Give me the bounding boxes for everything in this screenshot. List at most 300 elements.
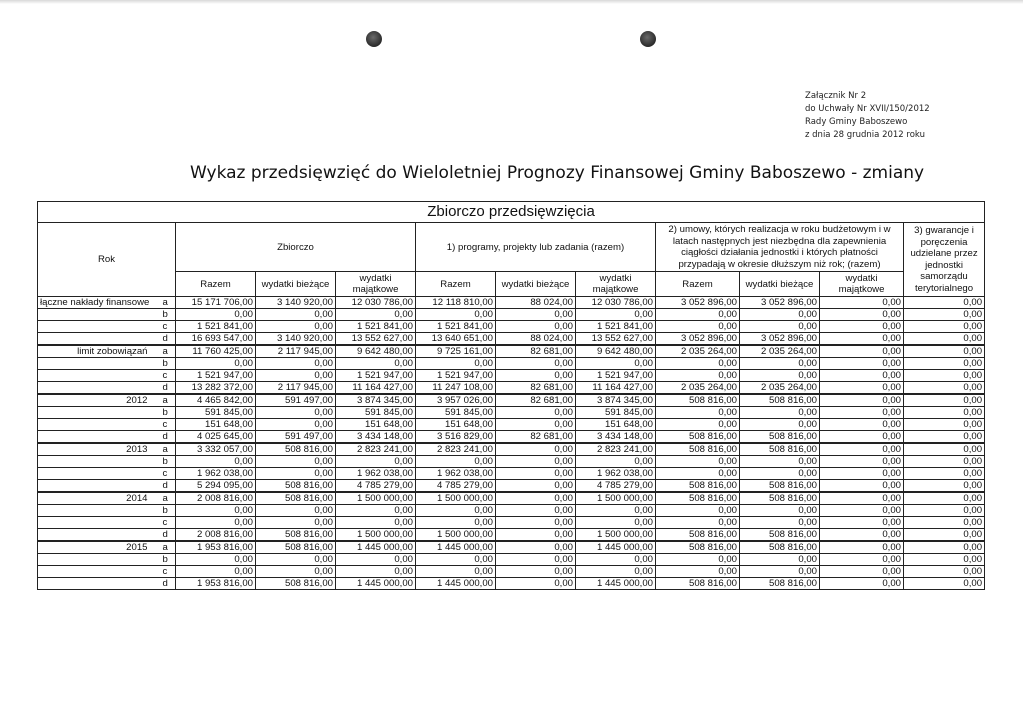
- value-cell: 508 816,00: [256, 541, 336, 554]
- value-cell: 4 465 842,00: [176, 394, 256, 407]
- row-group-label: [38, 309, 160, 321]
- value-cell: 1 521 841,00: [576, 321, 656, 333]
- value-cell: 508 816,00: [256, 480, 336, 493]
- value-cell: 0,00: [496, 578, 576, 590]
- value-cell: 4 785 279,00: [336, 480, 416, 493]
- row-group-label: 2012: [38, 394, 160, 407]
- value-cell: 151 648,00: [416, 419, 496, 431]
- value-cell: 0,00: [820, 517, 904, 529]
- value-cell: 3 332 057,00: [176, 443, 256, 456]
- row-letter: d: [160, 578, 176, 590]
- value-cell: 0,00: [904, 505, 985, 517]
- value-cell: 0,00: [820, 566, 904, 578]
- table-row: [38, 431, 985, 444]
- value-cell: 0,00: [820, 578, 904, 590]
- value-cell: 0,00: [176, 505, 256, 517]
- row-group-label: [38, 566, 160, 578]
- row-letter: c: [160, 468, 176, 480]
- value-cell: 508 816,00: [256, 443, 336, 456]
- value-cell: 4 785 279,00: [416, 480, 496, 493]
- value-cell: 3 140 920,00: [256, 297, 336, 309]
- value-cell: 0,00: [904, 407, 985, 419]
- value-cell: 2 823 241,00: [576, 443, 656, 456]
- value-cell: 2 035 264,00: [740, 382, 820, 395]
- row-group-label: [38, 431, 160, 444]
- value-cell: 508 816,00: [740, 443, 820, 456]
- row-letter: d: [160, 333, 176, 346]
- value-cell: 0,00: [904, 431, 985, 444]
- value-cell: 0,00: [820, 358, 904, 370]
- table-row: [38, 407, 985, 419]
- value-cell: 0,00: [904, 333, 985, 346]
- value-cell: 82 681,00: [496, 382, 576, 395]
- value-cell: 0,00: [496, 443, 576, 456]
- header-group-3: 3) gwarancje i poręczenia udzielane przez jednostki samorządu terytorialnego: [904, 223, 985, 297]
- value-cell: 0,00: [820, 492, 904, 505]
- value-cell: 508 816,00: [740, 480, 820, 493]
- value-cell: 0,00: [496, 321, 576, 333]
- header-group-1: 1) programy, projekty lub zadania (razem): [416, 223, 656, 272]
- value-cell: 508 816,00: [740, 431, 820, 444]
- value-cell: 508 816,00: [256, 529, 336, 542]
- value-cell: 0,00: [576, 358, 656, 370]
- value-cell: 0,00: [576, 309, 656, 321]
- value-cell: 0,00: [656, 309, 740, 321]
- value-cell: 82 681,00: [496, 394, 576, 407]
- value-cell: 0,00: [576, 554, 656, 566]
- row-group-label: [38, 370, 160, 382]
- value-cell: 11 247 108,00: [416, 382, 496, 395]
- attachment-line: do Uchwały Nr XVII/150/2012: [805, 104, 930, 114]
- header-majatkowe: wydatki majątkowe: [820, 272, 904, 297]
- value-cell: 0,00: [256, 309, 336, 321]
- value-cell: 0,00: [176, 358, 256, 370]
- value-cell: 591 845,00: [176, 407, 256, 419]
- punch-hole-left: [366, 31, 382, 47]
- value-cell: 1 500 000,00: [336, 492, 416, 505]
- value-cell: 0,00: [496, 566, 576, 578]
- value-cell: 0,00: [416, 309, 496, 321]
- value-cell: 9 725 161,00: [416, 345, 496, 358]
- value-cell: 3 874 345,00: [336, 394, 416, 407]
- table-row: [38, 370, 985, 382]
- value-cell: 508 816,00: [740, 394, 820, 407]
- value-cell: 0,00: [740, 566, 820, 578]
- value-cell: 2 117 945,00: [256, 382, 336, 395]
- row-letter: c: [160, 370, 176, 382]
- value-cell: 0,00: [256, 456, 336, 468]
- value-cell: 591 497,00: [256, 394, 336, 407]
- row-letter: b: [160, 407, 176, 419]
- value-cell: 0,00: [496, 419, 576, 431]
- table-row: [38, 541, 985, 554]
- punch-hole-right: [640, 31, 656, 47]
- value-cell: 508 816,00: [656, 541, 740, 554]
- table-row: [38, 419, 985, 431]
- value-cell: 0,00: [256, 566, 336, 578]
- row-group-label: [38, 529, 160, 542]
- projects-table: [37, 201, 985, 590]
- value-cell: 0,00: [256, 321, 336, 333]
- row-group-label: [38, 505, 160, 517]
- value-cell: 1 521 947,00: [176, 370, 256, 382]
- table-row: [38, 297, 985, 309]
- table-row: [38, 456, 985, 468]
- value-cell: 3 052 896,00: [656, 297, 740, 309]
- value-cell: 0,00: [820, 309, 904, 321]
- value-cell: 0,00: [904, 297, 985, 309]
- value-cell: 0,00: [820, 345, 904, 358]
- value-cell: 0,00: [176, 309, 256, 321]
- value-cell: 0,00: [820, 456, 904, 468]
- value-cell: 1 445 000,00: [416, 578, 496, 590]
- value-cell: 591 845,00: [336, 407, 416, 419]
- row-letter: b: [160, 309, 176, 321]
- value-cell: 88 024,00: [496, 297, 576, 309]
- value-cell: 508 816,00: [656, 492, 740, 505]
- row-group-label: [38, 382, 160, 395]
- value-cell: 9 642 480,00: [576, 345, 656, 358]
- value-cell: 0,00: [820, 529, 904, 542]
- value-cell: 0,00: [176, 517, 256, 529]
- value-cell: 0,00: [820, 541, 904, 554]
- value-cell: 0,00: [496, 456, 576, 468]
- value-cell: 0,00: [256, 554, 336, 566]
- value-cell: 508 816,00: [740, 492, 820, 505]
- row-letter: b: [160, 505, 176, 517]
- value-cell: 0,00: [656, 468, 740, 480]
- value-cell: 0,00: [176, 554, 256, 566]
- value-cell: 0,00: [496, 480, 576, 493]
- value-cell: 0,00: [656, 358, 740, 370]
- value-cell: 0,00: [656, 370, 740, 382]
- row-group-label: [38, 407, 160, 419]
- value-cell: 508 816,00: [740, 529, 820, 542]
- header-razem: Razem: [176, 272, 256, 297]
- value-cell: 0,00: [740, 321, 820, 333]
- attachment-note: [805, 90, 930, 142]
- value-cell: 0,00: [820, 505, 904, 517]
- value-cell: 0,00: [256, 517, 336, 529]
- value-cell: 0,00: [740, 468, 820, 480]
- value-cell: 0,00: [820, 419, 904, 431]
- row-letter: b: [160, 554, 176, 566]
- attachment-line: Załącznik Nr 2: [805, 91, 867, 101]
- value-cell: 1 445 000,00: [336, 578, 416, 590]
- value-cell: 3 874 345,00: [576, 394, 656, 407]
- value-cell: 3 052 896,00: [740, 297, 820, 309]
- value-cell: 0,00: [336, 566, 416, 578]
- row-letter: a: [160, 394, 176, 407]
- value-cell: 591 497,00: [256, 431, 336, 444]
- value-cell: 2 117 945,00: [256, 345, 336, 358]
- value-cell: 0,00: [496, 492, 576, 505]
- value-cell: 82 681,00: [496, 431, 576, 444]
- value-cell: 508 816,00: [740, 578, 820, 590]
- value-cell: 9 642 480,00: [336, 345, 416, 358]
- value-cell: 12 030 786,00: [576, 297, 656, 309]
- row-letter: a: [160, 297, 176, 309]
- value-cell: 11 760 425,00: [176, 345, 256, 358]
- value-cell: 0,00: [820, 321, 904, 333]
- value-cell: 0,00: [656, 517, 740, 529]
- table-row: [38, 321, 985, 333]
- value-cell: 0,00: [904, 554, 985, 566]
- row-group-label: [38, 456, 160, 468]
- value-cell: 0,00: [256, 419, 336, 431]
- value-cell: 508 816,00: [656, 529, 740, 542]
- value-cell: 0,00: [656, 407, 740, 419]
- value-cell: 3 140 920,00: [256, 333, 336, 346]
- row-group-label: [38, 468, 160, 480]
- row-letter: c: [160, 517, 176, 529]
- value-cell: 0,00: [416, 517, 496, 529]
- value-cell: 0,00: [336, 505, 416, 517]
- row-letter: a: [160, 541, 176, 554]
- table-row: [38, 480, 985, 493]
- value-cell: 508 816,00: [656, 443, 740, 456]
- value-cell: 0,00: [576, 517, 656, 529]
- value-cell: 0,00: [656, 566, 740, 578]
- value-cell: 0,00: [496, 468, 576, 480]
- table-row: [38, 309, 985, 321]
- row-group-label: [38, 554, 160, 566]
- value-cell: 1 445 000,00: [336, 541, 416, 554]
- table-row: [38, 382, 985, 395]
- value-cell: 0,00: [740, 358, 820, 370]
- value-cell: 591 845,00: [576, 407, 656, 419]
- row-letter: d: [160, 382, 176, 395]
- value-cell: 1 962 038,00: [416, 468, 496, 480]
- value-cell: 0,00: [256, 407, 336, 419]
- value-cell: 0,00: [904, 529, 985, 542]
- row-letter: d: [160, 480, 176, 493]
- value-cell: 13 552 627,00: [336, 333, 416, 346]
- value-cell: 1 962 038,00: [576, 468, 656, 480]
- header-razem: Razem: [656, 272, 740, 297]
- value-cell: 508 816,00: [256, 578, 336, 590]
- value-cell: 3 434 148,00: [336, 431, 416, 444]
- scan-edge: [0, 0, 1023, 4]
- value-cell: 0,00: [656, 419, 740, 431]
- value-cell: 0,00: [904, 456, 985, 468]
- value-cell: 0,00: [740, 456, 820, 468]
- table-row: [38, 566, 985, 578]
- value-cell: 0,00: [904, 382, 985, 395]
- value-cell: 0,00: [740, 407, 820, 419]
- value-cell: 0,00: [176, 566, 256, 578]
- value-cell: 0,00: [820, 333, 904, 346]
- value-cell: 0,00: [416, 358, 496, 370]
- value-cell: 0,00: [904, 345, 985, 358]
- value-cell: 0,00: [820, 431, 904, 444]
- value-cell: 2 035 264,00: [656, 382, 740, 395]
- value-cell: 3 434 148,00: [576, 431, 656, 444]
- value-cell: 0,00: [820, 407, 904, 419]
- row-group-label: [38, 480, 160, 493]
- value-cell: 0,00: [904, 443, 985, 456]
- value-cell: 4 025 645,00: [176, 431, 256, 444]
- value-cell: 0,00: [820, 554, 904, 566]
- value-cell: 0,00: [904, 492, 985, 505]
- value-cell: 82 681,00: [496, 345, 576, 358]
- table-body: [38, 297, 985, 590]
- value-cell: 0,00: [820, 382, 904, 395]
- value-cell: 13 282 372,00: [176, 382, 256, 395]
- value-cell: 1 521 947,00: [576, 370, 656, 382]
- value-cell: 1 953 816,00: [176, 541, 256, 554]
- value-cell: 0,00: [904, 517, 985, 529]
- header-biezace: wydatki bieżące: [496, 272, 576, 297]
- value-cell: 0,00: [904, 394, 985, 407]
- row-group-label: łączne nakłady finansowe: [38, 297, 160, 309]
- row-letter: a: [160, 345, 176, 358]
- row-group-label: [38, 321, 160, 333]
- value-cell: 2 823 241,00: [416, 443, 496, 456]
- value-cell: 3 052 896,00: [740, 333, 820, 346]
- header-majatkowe: wydatki majątkowe: [336, 272, 416, 297]
- value-cell: 0,00: [416, 566, 496, 578]
- value-cell: 0,00: [904, 370, 985, 382]
- value-cell: 0,00: [496, 370, 576, 382]
- value-cell: 0,00: [496, 517, 576, 529]
- value-cell: 0,00: [416, 505, 496, 517]
- value-cell: 0,00: [256, 370, 336, 382]
- value-cell: 0,00: [416, 554, 496, 566]
- value-cell: 0,00: [416, 456, 496, 468]
- value-cell: 0,00: [904, 578, 985, 590]
- table-row: [38, 333, 985, 346]
- value-cell: 1 521 841,00: [416, 321, 496, 333]
- row-group-label: [38, 333, 160, 346]
- value-cell: 1 953 816,00: [176, 578, 256, 590]
- value-cell: 1 521 841,00: [336, 321, 416, 333]
- value-cell: 0,00: [576, 566, 656, 578]
- value-cell: 508 816,00: [656, 431, 740, 444]
- value-cell: 1 521 947,00: [416, 370, 496, 382]
- value-cell: 0,00: [820, 468, 904, 480]
- value-cell: 0,00: [656, 505, 740, 517]
- row-group-label: [38, 517, 160, 529]
- row-letter: a: [160, 492, 176, 505]
- value-cell: 1 500 000,00: [576, 529, 656, 542]
- document-title: Wykaz przedsięwzięć do Wieloletniej Prognozy Finansowej Gminy Baboszewo - zmiany: [190, 163, 925, 183]
- value-cell: 508 816,00: [256, 492, 336, 505]
- value-cell: 0,00: [656, 321, 740, 333]
- header-biezace: wydatki bieżące: [256, 272, 336, 297]
- value-cell: 0,00: [904, 309, 985, 321]
- row-group-label: [38, 578, 160, 590]
- value-cell: 0,00: [496, 309, 576, 321]
- value-cell: 508 816,00: [740, 541, 820, 554]
- value-cell: 151 648,00: [576, 419, 656, 431]
- value-cell: 591 845,00: [416, 407, 496, 419]
- row-group-label: 2014: [38, 492, 160, 505]
- value-cell: 1 445 000,00: [576, 578, 656, 590]
- value-cell: 508 816,00: [656, 480, 740, 493]
- value-cell: 2 008 816,00: [176, 492, 256, 505]
- value-cell: 508 816,00: [656, 578, 740, 590]
- row-letter: c: [160, 566, 176, 578]
- table-row: [38, 443, 985, 456]
- value-cell: 0,00: [740, 419, 820, 431]
- value-cell: 0,00: [820, 297, 904, 309]
- attachment-line: Rady Gminy Baboszewo: [805, 117, 908, 127]
- value-cell: 0,00: [740, 309, 820, 321]
- value-cell: 0,00: [576, 505, 656, 517]
- table-row: [38, 345, 985, 358]
- value-cell: 3 052 896,00: [656, 333, 740, 346]
- value-cell: 4 785 279,00: [576, 480, 656, 493]
- value-cell: 0,00: [336, 517, 416, 529]
- value-cell: 0,00: [740, 517, 820, 529]
- row-letter: a: [160, 443, 176, 456]
- table-row: [38, 505, 985, 517]
- header-rok: Rok: [38, 223, 176, 297]
- value-cell: 0,00: [904, 468, 985, 480]
- table-row: [38, 358, 985, 370]
- value-cell: 0,00: [336, 309, 416, 321]
- value-cell: 0,00: [820, 480, 904, 493]
- attachment-line: z dnia 28 grudnia 2012 roku: [805, 130, 925, 140]
- value-cell: 0,00: [496, 541, 576, 554]
- value-cell: 12 118 810,00: [416, 297, 496, 309]
- value-cell: 1 521 841,00: [176, 321, 256, 333]
- value-cell: 0,00: [576, 456, 656, 468]
- value-cell: 0,00: [496, 407, 576, 419]
- value-cell: 2 008 816,00: [176, 529, 256, 542]
- header-group-2: 2) umowy, których realizacja w roku budżetowym i w latach następnych jest niezbędna dla zapewnienia ciągłości działania jednostki i których płatności przypadają w okresie dłuższym niż rok; (razem): [656, 223, 904, 272]
- value-cell: 11 164 427,00: [336, 382, 416, 395]
- row-group-label: [38, 419, 160, 431]
- value-cell: 12 030 786,00: [336, 297, 416, 309]
- value-cell: 0,00: [904, 358, 985, 370]
- header-main: Zbiorczo przedsięwzięcia: [38, 202, 985, 223]
- value-cell: 0,00: [904, 566, 985, 578]
- value-cell: 0,00: [336, 358, 416, 370]
- row-group-label: [38, 358, 160, 370]
- row-letter: d: [160, 431, 176, 444]
- value-cell: 1 521 947,00: [336, 370, 416, 382]
- value-cell: 16 693 547,00: [176, 333, 256, 346]
- table-row: [38, 468, 985, 480]
- value-cell: 0,00: [496, 505, 576, 517]
- value-cell: 0,00: [496, 529, 576, 542]
- value-cell: 2 035 264,00: [740, 345, 820, 358]
- value-cell: 3 516 829,00: [416, 431, 496, 444]
- value-cell: 0,00: [256, 468, 336, 480]
- table-row: [38, 394, 985, 407]
- value-cell: 1 500 000,00: [416, 492, 496, 505]
- row-group-label: 2013: [38, 443, 160, 456]
- table-row: [38, 578, 985, 590]
- value-cell: 0,00: [176, 456, 256, 468]
- header-majatkowe: wydatki majątkowe: [576, 272, 656, 297]
- value-cell: 0,00: [336, 554, 416, 566]
- value-cell: 0,00: [256, 505, 336, 517]
- value-cell: 508 816,00: [656, 394, 740, 407]
- value-cell: 0,00: [904, 541, 985, 554]
- value-cell: 13 552 627,00: [576, 333, 656, 346]
- value-cell: 0,00: [820, 370, 904, 382]
- value-cell: 0,00: [740, 505, 820, 517]
- value-cell: 1 962 038,00: [176, 468, 256, 480]
- row-group-label: 2015: [38, 541, 160, 554]
- value-cell: 0,00: [496, 554, 576, 566]
- value-cell: 13 640 651,00: [416, 333, 496, 346]
- value-cell: 1 445 000,00: [576, 541, 656, 554]
- table-header: [38, 202, 985, 297]
